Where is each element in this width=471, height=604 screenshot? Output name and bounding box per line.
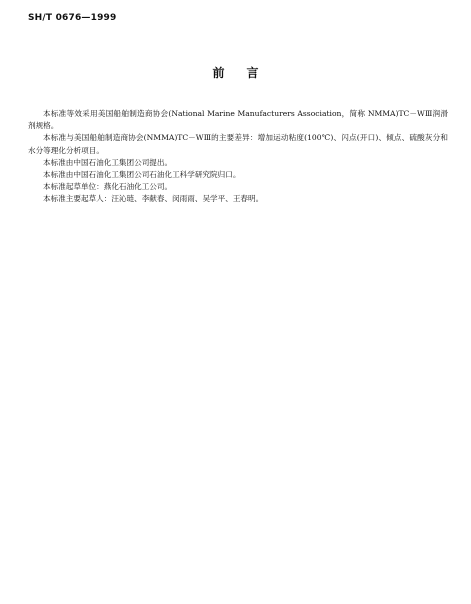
- paragraph-drafting-unit: 本标准起草单位：燕化石油化工公司。: [43, 182, 173, 192]
- paragraph-drafters: 本标准主要起草人：汪沁琏、李献春、闵雨雨、吴学平、王春明。: [43, 194, 264, 204]
- title-char-2: 言: [246, 66, 259, 80]
- paragraph-differences: 本标准与美国船舶制造商协会(NMMA)TC－WⅢ的主要差异：增加运动粘度(100℃)、闪点(开口)、倾点、硫酸灰分和水分等理化分析项目。: [28, 133, 448, 155]
- paragraph-proposer: 本标准由中国石油化工集团公司提出。: [43, 157, 173, 167]
- standard-code: SH/T 0676—1999: [28, 13, 117, 23]
- foreword-body: [28, 108, 448, 206]
- paragraph-centralized: 本标准由中国石油化工集团公司石油化工科学研究院归口。: [43, 170, 241, 180]
- paragraph-adoption: 本标准等效采用美国船舶制造商协会(National Marine Manufacturers Association，简称 NMMA)TC－WⅢ润滑剂规格。: [28, 109, 448, 131]
- page-title: [0, 64, 471, 81]
- title-char-1: 前: [212, 66, 225, 80]
